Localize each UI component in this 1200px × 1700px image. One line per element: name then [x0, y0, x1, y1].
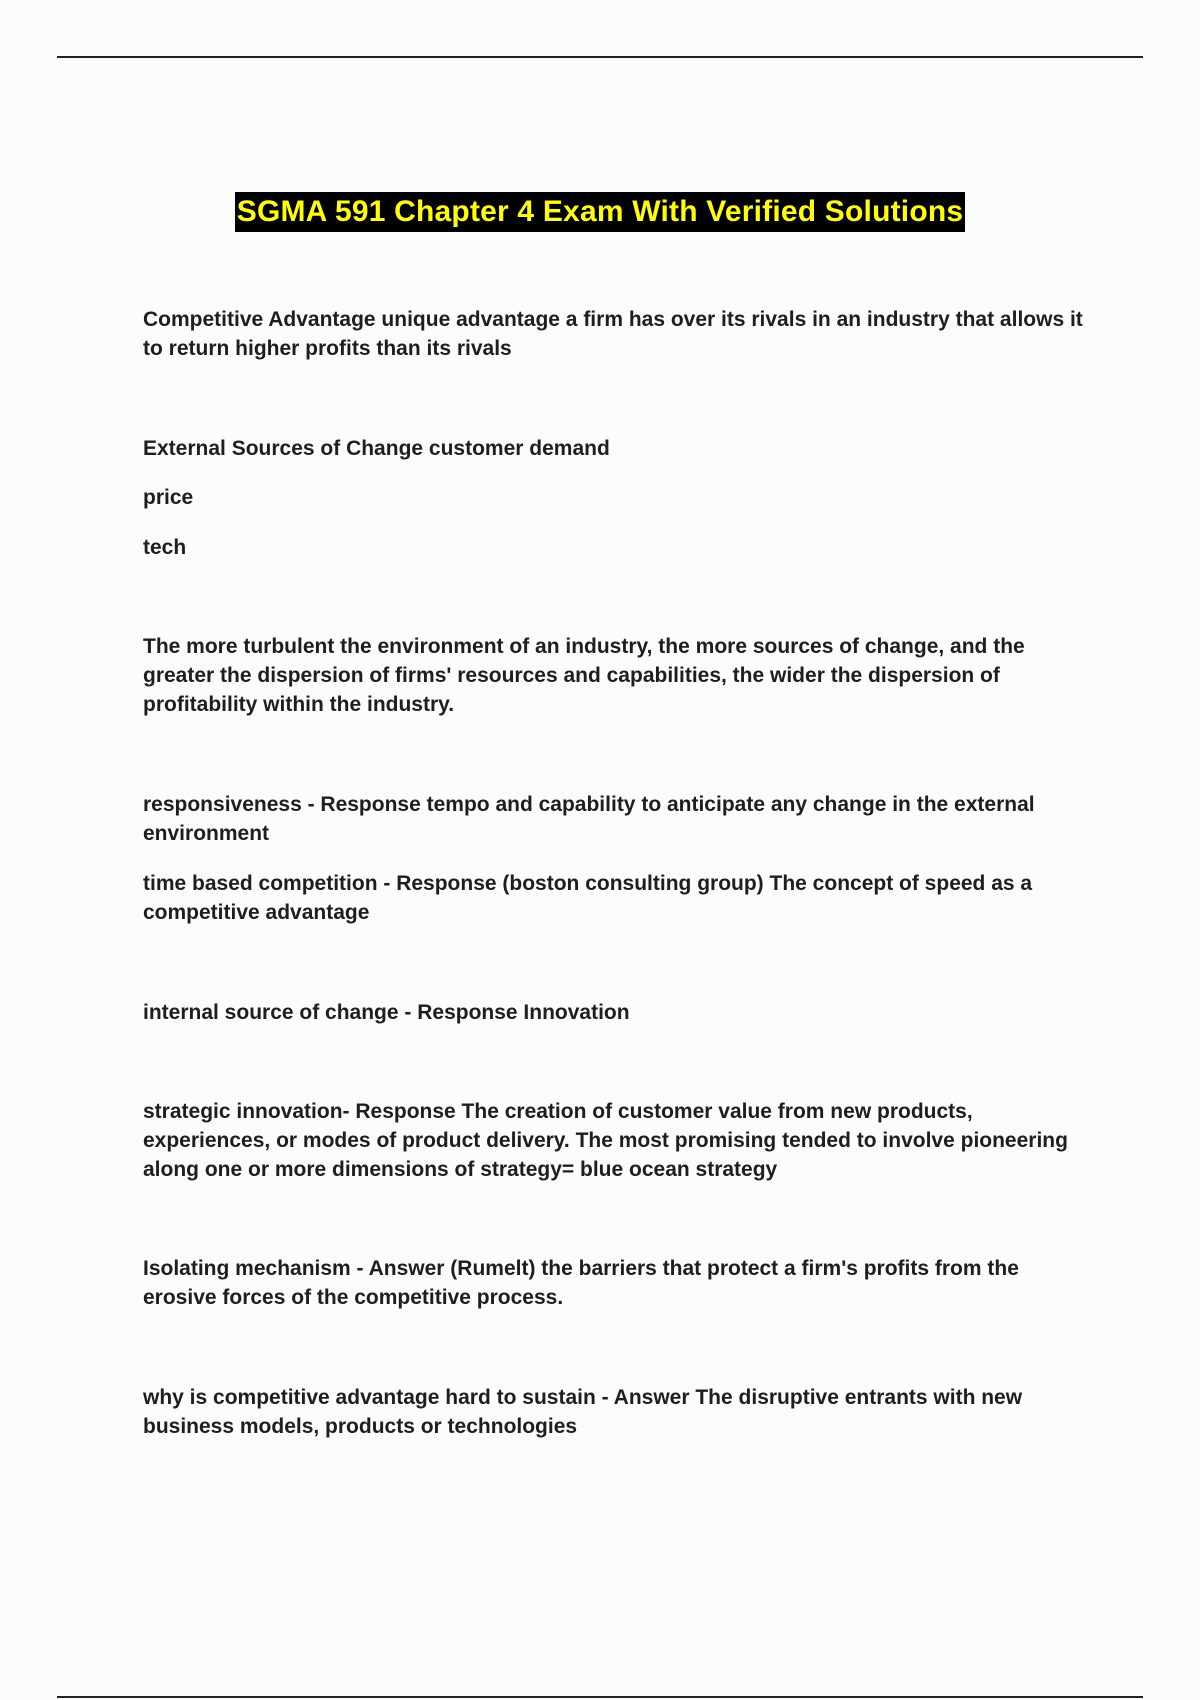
qa-time-based-competition: time based competition - Response (boston consulting group) The concept of speed as a competitive advantage [143, 872, 1033, 924]
qa-responsiveness: responsiveness - Response tempo and capability to anticipate any change in the external environment [143, 793, 1035, 845]
qa-competitive-advantage: Competitive Advantage unique advantage a firm has over its rivals in an industry that allows it to return higher profits than its rivals [143, 308, 1083, 360]
qa-isolating-mechanism: Isolating mechanism - Answer (Rumelt) the barriers that protect a firm's profits from the erosive forces of the competitive process. [143, 1257, 1019, 1309]
qa-external-sources-tech: tech [143, 536, 187, 559]
qa-turbulent-environment: The more turbulent the environment of an industry, the more sources of change, and the greater the dispersion of firms' resources and capabilities, the wider the dispersion of profitability within the industry. [143, 635, 1025, 716]
top-rule [57, 56, 1143, 58]
qa-hard-to-sustain: why is competitive advantage hard to sustain - Answer The disruptive entrants with new business models, products or technologies [143, 1386, 1023, 1438]
document-title: SGMA 591 Chapter 4 Exam With Verified Solutions [235, 192, 966, 232]
qa-strategic-innovation: strategic innovation- Response The creation of customer value from new products, experiences, or modes of product delivery. The most promising tended to involve pioneering along one or more dimensions of strategy= blue ocean strategy [143, 1100, 1068, 1181]
qa-internal-source: internal source of change - Response Innovation [143, 1001, 630, 1024]
qa-external-sources: External Sources of Change customer demand [143, 437, 610, 460]
bottom-rule [57, 1696, 1143, 1698]
title-container [0, 192, 1200, 232]
qa-external-sources-price: price [143, 486, 194, 509]
